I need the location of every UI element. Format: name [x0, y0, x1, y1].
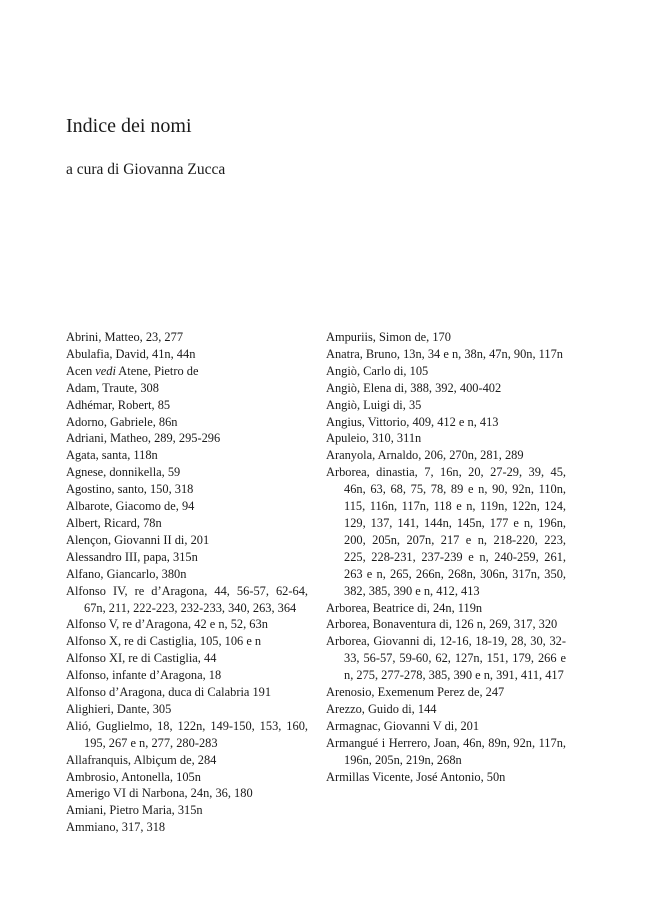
index-entry: Angius, Vittorio, 409, 412 e n, 413	[326, 414, 499, 429]
index-entry: Alfonso IV, re d’Aragona, 44, 56-57, 62-64, 67n, 211, 222-223, 232-233, 340, 263, 364	[66, 583, 308, 615]
index-entry: Agnese, donnikella, 59	[66, 465, 181, 480]
index-entry: Amiani, Pietro Maria, 315n	[66, 803, 203, 818]
page-title: Indice dei nomi	[66, 115, 192, 137]
index-entry: Alió, Guglielmo, 18, 122n, 149-150, 153, 160, 195, 267 e n, 277, 280-283	[66, 718, 308, 750]
index-entry: Arborea, Beatrice di, 24n, 119n	[326, 600, 483, 615]
index-entry: Alfonso X, re di Castiglia, 105, 106 e n	[66, 634, 262, 649]
index-entry	[66, 363, 308, 380]
index-entry: Adorno, Gabriele, 86n	[66, 414, 178, 429]
index-entry: Angiò, Carlo di, 105	[326, 363, 429, 378]
index-entry: Anatra, Bruno, 13n, 34 e n, 38n, 47n, 90n, 117n	[326, 346, 564, 361]
index-entry: Adriani, Matheo, 289, 295-296	[66, 431, 221, 446]
page-subtitle: a cura di Giovanna Zucca	[66, 161, 226, 178]
index-entry: Alighieri, Dante, 305	[66, 701, 172, 716]
index-entry: Alfonso V, re d’Aragona, 42 e n, 52, 63n	[66, 617, 268, 632]
index-entry: Albert, Ricard, 78n	[66, 515, 162, 530]
index-column-left	[66, 329, 308, 836]
index-entry: Armillas Vicente, José Antonio, 50n	[326, 769, 506, 784]
index-entry: Aranyola, Arnaldo, 206, 270n, 281, 289	[326, 448, 524, 463]
index-entry: Alessandro III, papa, 315n	[66, 549, 198, 564]
index-entry: Albarote, Giacomo de, 94	[66, 499, 195, 514]
index-entry: Adhémar, Robert, 85	[66, 397, 171, 412]
index-entry: Alfonso XI, re di Castiglia, 44	[66, 651, 217, 666]
index-entry: Ammiano, 317, 318	[66, 820, 166, 835]
index-entry: Apuleio, 310, 311n	[326, 431, 422, 446]
index-entry: Arborea, Giovanni di, 12-16, 18-19, 28, 30, 32-33, 56-57, 59-60, 62, 127n, 151, 179, 266 e n, 275, 277-278, 385, 390 e n, 391, 411, 417	[326, 634, 566, 683]
index-entry: Amerigo VI di Narbona, 24n, 36, 180	[66, 786, 253, 801]
index-entry: Ampuriis, Simon de, 170	[326, 330, 451, 344]
index-entry-text: Atene, Pietro de	[115, 363, 199, 378]
index-entry: Armagnac, Giovanni V di, 201	[326, 718, 480, 733]
index-entry: Alfonso d’Aragona, duca di Calabria 191	[66, 685, 272, 700]
index-entry: Agostino, santo, 150, 318	[66, 482, 194, 497]
index-entry: Alfonso, infante d’Aragona, 18	[66, 668, 222, 683]
index-entry: Abulafia, David, 41n, 44n	[66, 346, 196, 361]
index-entry: Alençon, Giovanni II di, 201	[66, 532, 210, 547]
index-entry: Arenosio, Exemenum Perez de, 247	[326, 685, 505, 700]
cross-reference-word: vedi	[95, 363, 116, 378]
index-entry-text: Acen	[66, 363, 96, 378]
index-column-right	[326, 329, 566, 785]
index-entry: Agata, santa, 118n	[66, 448, 158, 463]
index-entry: Arborea, Bonaventura di, 126 n, 269, 317, 320	[326, 617, 558, 632]
index-entry: Angiò, Luigi di, 35	[326, 397, 422, 412]
index-entry: Armangué i Herrero, Joan, 46n, 89n, 92n, 117n, 196n, 205n, 219n, 268n	[326, 735, 566, 767]
index-entry: Ambrosio, Antonella, 105n	[66, 769, 201, 784]
index-entry: Angiò, Elena di, 388, 392, 400-402	[326, 380, 502, 395]
index-entry: Abrini, Matteo, 23, 277	[66, 330, 184, 344]
index-entry: Arborea, dinastia, 7, 16n, 20, 27-29, 39, 45, 46n, 63, 68, 75, 78, 89 e n, 90, 92n, 110n, 115, 116n, 117n, 118 e n, 119n, 122n, 124, 129, 137, 141, 144n, 145n, 177 e n, 196n, 200, 205n, 207n, 217 e n, 218-220, 223, 225, 228-231, 237-239 e n, 240-259, 261, 263 e n, 265, 266n, 268n, 306n, 317n, 350, 382, 385, 390 e n, 412, 413	[326, 465, 566, 598]
index-entry: Arezzo, Guido di, 144	[326, 701, 437, 716]
index-entry: Adam, Traute, 308	[66, 380, 159, 395]
index-entry: Allafranquis, Albiçum de, 284	[66, 752, 217, 767]
index-entry: Alfano, Giancarlo, 380n	[66, 566, 187, 581]
